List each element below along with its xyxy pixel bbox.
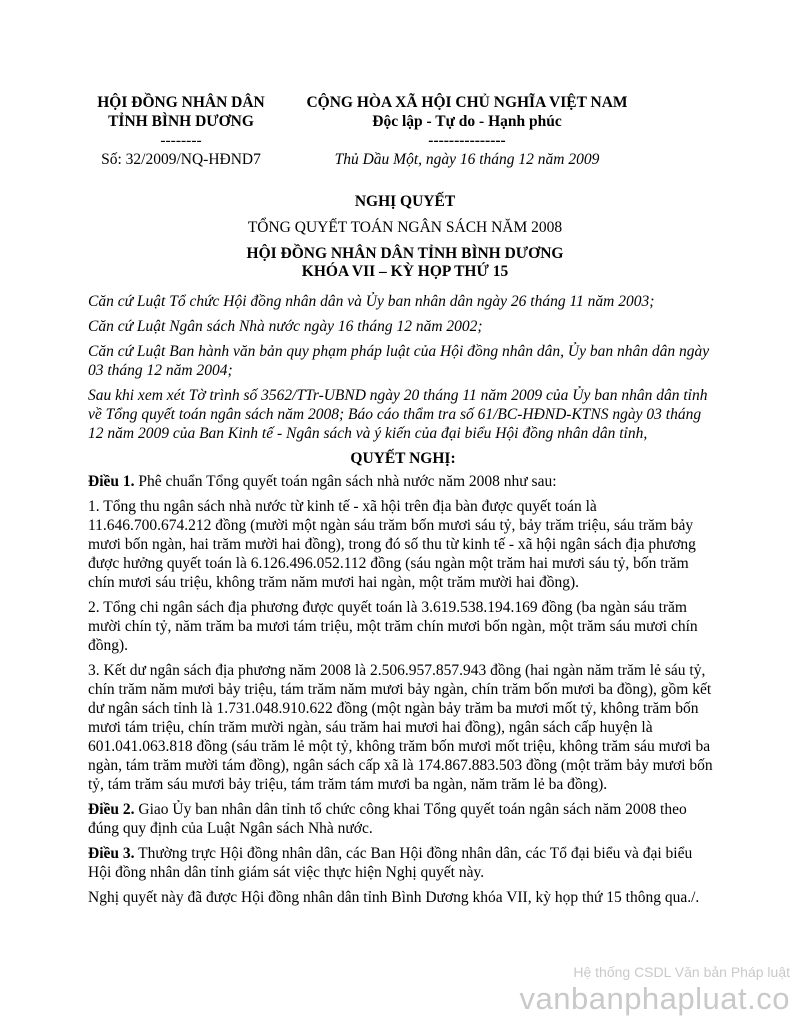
watermark-site: vanbanphapluat.co [519, 981, 790, 1016]
watermark [519, 963, 790, 1017]
preamble-line: Căn cứ Luật Ngân sách Nhà nước ngày 16 tháng 12 năm 2002; [88, 318, 483, 335]
article-2 [88, 800, 718, 838]
preamble-line: Căn cứ Luật Tổ chức Hội đồng nhân dân và Ủy ban nhân dân ngày 26 tháng 11 năm 2003; [88, 293, 655, 310]
closing-statement: Nghị quyết này đã được Hội đồng nhân dân tỉnh Bình Dương khóa VII, kỳ họp thứ 15 thông qua./. [88, 889, 700, 906]
republic-name: CỘNG HÒA XÃ HỘI CHỦ NGHĨA VIỆT NAM [306, 94, 628, 111]
article-2-label: Điều 2. [88, 801, 135, 818]
document-body [88, 292, 718, 913]
article-1-label: Điều 1. [88, 473, 135, 490]
preamble-line: Sau khi xem xét Tờ trình số 3562/TTr-UBND ngày 20 tháng 11 năm 2009 của Ủy ban nhân dân tỉnh về Tổng quyết toán ngân sách năm 2008; Báo cáo thẩm tra số 61/BC-HĐND-KTNS ngày 03 tháng 12 năm 2009 của Ban Kinh tế - Ngân sách và ý kiến của đại biểu Hội đồng nhân dân tỉnh, [88, 387, 708, 442]
right-separator: --------------- [428, 132, 506, 149]
document-number: Số: 32/2009/NQ-HĐND7 [101, 151, 261, 168]
article-1-item: 1. Tổng thu ngân sách nhà nước từ kinh tế - xã hội trên địa bàn được quyết toán là 11.646.700.674.212 đồng (mười một ngàn sáu trăm bốn mươi sáu tỷ, bảy trăm triệu, sáu trăm bảy mươi bốn ngàn, hai trăm mười hai đồng), trong đó số thu từ kinh tế - xã hội ngân sách địa phương được hưởng quyết toán là 6.126.496.052.112 đồng (sáu ngàn một trăm hai mươi sáu tỷ, bốn trăm chín mươi sáu triệu, không trăm năm mươi hai ngàn, một trăm mười hai đồng). [88, 498, 696, 591]
article-3-text: Thường trực Hội đồng nhân dân, các Ban Hội đồng nhân dân, các Tổ đại biểu và đại biểu Hội đồng nhân dân tỉnh giám sát việc thực hiện Nghị quyết này. [88, 845, 693, 881]
issuing-authority-block [90, 93, 272, 150]
article-3 [88, 844, 718, 882]
article-1 [88, 472, 718, 491]
watermark-caption: Hệ thống CSDL Văn bản Pháp luật [573, 964, 790, 980]
province-name: TỈNH BÌNH DƯƠNG [108, 113, 254, 130]
council-name: HỘI ĐỒNG NHÂN DÂN [97, 94, 265, 111]
document-type: NGHỊ QUYẾT [354, 193, 456, 210]
issue-date: Thủ Dầu Một, ngày 16 tháng 12 năm 2009 [334, 151, 600, 168]
left-separator: -------- [160, 132, 202, 149]
article-1-item: 2. Tổng chi ngân sách địa phương được quyết toán là 3.619.538.194.169 đồng (ba ngàn sáu trăm mười chín tỷ, năm trăm ba mươi tám triệu, một trăm chín mươi bốn ngàn, một trăm sáu mươi chín đồng). [88, 599, 698, 654]
document-subject: TỔNG QUYẾT TOÁN NGÂN SÁCH NĂM 2008 [247, 219, 563, 236]
session-title: KHÓA VII – KỲ HỌP THỨ 15 [301, 263, 509, 280]
decides-heading: QUYẾT NGHỊ: [350, 450, 456, 467]
article-1-item: 3. Kết dư ngân sách địa phương năm 2008 là 2.506.957.857.943 đồng (hai ngàn năm trăm lẻ sáu tỷ, chín trăm năm mươi bảy triệu, tám trăm năm mươi bảy ngàn, chín trăm bốn mươi ba đồng), gồm kết dư ngân sách tỉnh là 1.731.048.910.622 đồng (một ngàn bảy trăm ba mươi mốt tỷ, không trăm bốn mươi tám triệu, chín trăm mười ngàn, sáu trăm hai mươi hai đồng), ngân sách cấp huyện là 601.041.063.818 đồng (sáu trăm lẻ một tỷ, không trăm bốn mươi mốt triệu, không trăm sáu mươi ba ngàn, tám trăm mười tám đồng), ngân sách cấp xã là 174.867.883.503 đồng (một trăm bảy mươi bốn tỷ, tám trăm sáu mươi bảy triệu, tám trăm tám mươi ba ngàn, năm trăm lẻ ba đồng). [88, 662, 713, 793]
article-2-text: Giao Ủy ban nhân dân tỉnh tổ chức công khai Tổng quyết toán ngân sách năm 2008 theo đúng quy định của Luật Ngân sách Nhà nước. [88, 801, 687, 837]
article-3-label: Điều 3. [88, 845, 135, 862]
national-motto: Độc lập - Tự do - Hạnh phúc [372, 113, 562, 130]
preamble-line: Căn cứ Luật Ban hành văn bản quy phạm pháp luật của Hội đồng nhân dân, Ủy ban nhân dân ngày 03 tháng 12 năm 2004; [88, 343, 710, 379]
issuer-title: HỘI ĐỒNG NHÂN DÂN TỈNH BÌNH DƯƠNG [246, 245, 564, 262]
article-1-text: Phê chuẩn Tổng quyết toán ngân sách nhà nước năm 2008 như sau: [134, 473, 557, 490]
national-header-block [294, 93, 640, 150]
